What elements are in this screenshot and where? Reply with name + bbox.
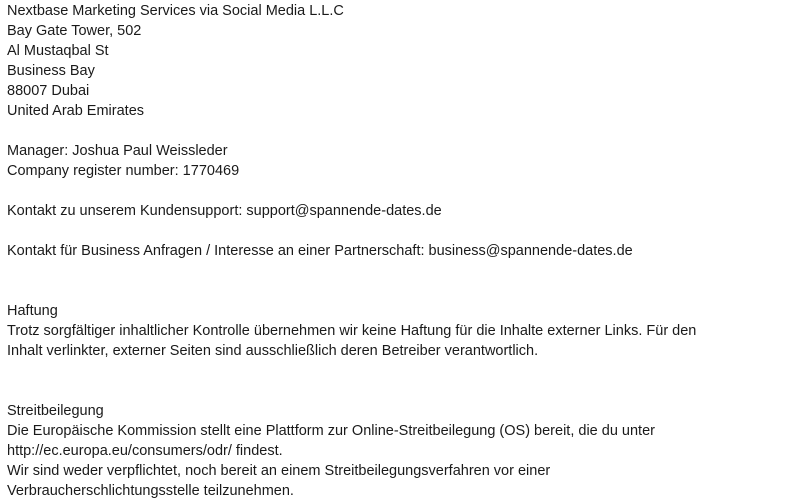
register-number: Company register number: 1770469 [7, 163, 240, 179]
dispute-text-participation: Wir sind weder verpflichtet, noch bereit an einem Streitbeilegungsverfahren vor einer Verbraucherschlichtungsstelle teilzunehmen. [7, 463, 551, 499]
dispute-heading: Streitbeilegung [7, 403, 104, 419]
address-building: Bay Gate Tower, 502 [7, 23, 142, 39]
address-street: Al Mustaqbal St [7, 43, 109, 59]
business-contact: Kontakt für Business Anfragen / Interesse an einer Partnerschaft: business@spannende-dates.de [7, 243, 633, 259]
spacer [7, 181, 697, 201]
spacer [7, 121, 697, 141]
liability-heading: Haftung [7, 303, 58, 319]
spacer [7, 261, 697, 301]
address-postal-city: 88007 Dubai [7, 83, 90, 99]
spacer [7, 221, 697, 241]
liability-text: Trotz sorgfältiger inhaltlicher Kontrolle übernehmen wir keine Haftung für die Inhalte externer Links. Für den Inhalt verlinkter, externer Seiten sind ausschließlich deren Betreiber verantwortlich. [7, 323, 697, 359]
address-country: United Arab Emirates [7, 103, 145, 119]
company-name: Nextbase Marketing Services via Social Media L.L.C [7, 3, 344, 19]
spacer [7, 361, 697, 401]
address-district: Business Bay [7, 63, 95, 79]
support-contact: Kontakt zu unserem Kundensupport: support@spannende-dates.de [7, 203, 442, 219]
dispute-text-os-platform: Die Europäische Kommission stellt eine Plattform zur Online-Streitbeilegung (OS) bereit, die du unter http://ec.europa.eu/consumers/odr/ findest. [7, 423, 655, 459]
imprint-content [7, 1, 697, 501]
manager-line: Manager: Joshua Paul Weissleder [7, 143, 228, 159]
